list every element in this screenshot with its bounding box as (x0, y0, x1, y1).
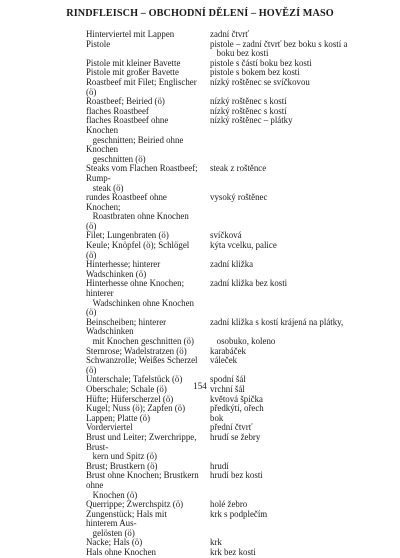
czech-term: spodní šál (210, 374, 246, 385)
table-row (0, 155, 400, 165)
german-term: Zungenstück; Hals mit hinterem Aus- (86, 508, 167, 529)
table-row (0, 59, 400, 69)
page-number: 154 (193, 381, 207, 391)
german-term: geschnitten (ö) (86, 153, 146, 164)
table-row (0, 433, 400, 452)
czech-term: předkýtí, ořech (210, 403, 264, 414)
czech-term: nízký roštěnec – plátky (210, 115, 293, 126)
czech-term: steak z roštěnce (210, 163, 267, 174)
czech-term: nízký roštěnec se svíčkovou (210, 76, 310, 87)
czech-term: bok (210, 412, 224, 423)
czech-term: váleček (210, 355, 238, 366)
table-row (0, 538, 400, 548)
czech-term (210, 212, 380, 231)
czech-term: osobuko, koleno (210, 336, 276, 346)
german-term: flaches Roastbeef ohne Knochen (86, 115, 169, 135)
table-row (0, 491, 400, 501)
czech-term: zadní kližka (210, 259, 254, 270)
german-term: Pistole mit kleiner Bavette (86, 57, 181, 68)
table-row (0, 279, 400, 298)
table-row (0, 318, 400, 337)
czech-term (210, 491, 380, 501)
german-term: Schwanzrolle; Weißes Scherzel (ö) (86, 355, 198, 375)
czech-term: zadní kližka s kostí krájená na plátky, (210, 316, 344, 327)
czech-term: hrudí se žebry (210, 431, 261, 442)
czech-term: nízký roštěnec s kostí (210, 96, 287, 107)
table-row (0, 241, 400, 260)
table-row (0, 136, 400, 155)
german-term: Unterschale; Tafelstück (ö) (86, 374, 183, 385)
czech-term: holé žebro (210, 499, 248, 510)
german-term: Keule; Knöpfel (ö); Schlögel (ö) (86, 240, 190, 260)
german-term: Brust ohne Knochen; Brustkern ohne (86, 470, 199, 490)
czech-term: vrchní šál (210, 383, 245, 394)
table-row (0, 337, 400, 347)
table-row (0, 423, 400, 433)
translation-table (0, 30, 400, 558)
german-term: Hinterviertel mit Lappen (86, 29, 175, 39)
czech-term: karabáček (210, 345, 246, 356)
german-term: Pistole mit großer Bavette (86, 67, 179, 78)
czech-term: svíčková (210, 230, 242, 241)
table-row (0, 231, 400, 241)
table-row (0, 462, 400, 472)
german-term: Knochen (ö) (86, 489, 138, 500)
table-row (0, 347, 400, 357)
czech-term: přední čtvrť (210, 422, 253, 433)
german-term: Wadschinken ohne Knochen (ö) (86, 297, 194, 318)
czech-term: pistole s bokem bez kosti (210, 67, 300, 78)
table-row (0, 299, 400, 318)
german-term: kern und Spitz (ö) (86, 451, 157, 462)
german-term: flaches Roastbeef (86, 105, 149, 116)
czech-term: hrudí (210, 460, 229, 471)
table-row (0, 260, 400, 279)
german-term: rundes Roastbeef ohne Knochen; (86, 192, 167, 212)
page-title: RINDFLEISCH – OBCHODNÍ DĚLENÍ – HOVĚZÍ MASO (66, 8, 334, 19)
german-term: Hinterhesse; hinterer Wadschinken (ö) (86, 259, 161, 279)
czech-term: zadní čtvrť (210, 29, 250, 39)
table-row (0, 193, 400, 212)
german-term: steak (ö) (86, 182, 124, 193)
german-term: Brust; Brustkern (ö) (86, 460, 158, 471)
table-row (0, 107, 400, 117)
german-term: geschnitten; Beiried ohne Knochen (86, 134, 184, 155)
table-row (0, 452, 400, 462)
czech-term: krk bez kosti (210, 547, 256, 558)
german-term: Sternrose; Wadelstratzen (ö) (86, 345, 187, 356)
german-term: Steaks vom Flachen Roastbeef; Rump- (86, 163, 198, 183)
czech-term (210, 529, 380, 539)
german-term: Hals ohne Knochen (86, 547, 156, 558)
czech-term: krk (210, 537, 222, 548)
czech-term: květová špička (210, 393, 263, 404)
german-term: mit Knochen geschnitten (ö) (86, 336, 194, 346)
czech-term: pistole s částí boku bez kosti (210, 57, 312, 68)
czech-term: zadní kližka bez kosti (210, 278, 288, 289)
table-row (0, 548, 400, 558)
german-term: Roastbeef mit Filet; Englischer (ö) (86, 76, 197, 97)
german-term: Roastbeef; Beiried (ö) (86, 96, 165, 107)
german-term: Nacke; Hals (ö) (86, 537, 143, 548)
czech-term: kýta vcelku, palice (210, 240, 277, 251)
czech-term (210, 452, 380, 462)
czech-term: hrudí bez kosti (210, 470, 263, 481)
table-row (0, 97, 400, 107)
czech-term: boku bez kosti (210, 48, 269, 59)
table-row (0, 164, 400, 183)
german-term: Lappen; Platte (ö) (86, 412, 151, 423)
table-row (0, 395, 400, 405)
table-row (0, 184, 400, 194)
table-row (0, 68, 400, 78)
czech-term: krk s podplečím (210, 508, 268, 519)
table-row (0, 78, 400, 97)
czech-term (210, 299, 380, 318)
table-row (0, 500, 400, 510)
german-term: gelösten (ö) (86, 527, 135, 538)
table-row (0, 510, 400, 529)
german-term: Vorderviertel (86, 422, 133, 433)
german-term: Brust und Leiter; Zwerchrippe, Brust- (86, 431, 197, 452)
table-row (0, 471, 400, 490)
table-row (0, 529, 400, 539)
czech-term: vysoký roštěnec (210, 192, 268, 203)
german-term: Filet; Lungenbraten (ö) (86, 230, 169, 241)
german-term: Querrippe; Zwerchspitz (ö) (86, 499, 184, 510)
german-term: Hinterhesse ohne Knochen; hinterer (86, 278, 185, 299)
german-term: Roastbraten ohne Knochen (ö) (86, 211, 189, 231)
table-row (0, 404, 400, 414)
czech-term: nízký roštěnec s kostí (210, 105, 287, 116)
table-row (0, 212, 400, 231)
german-term: Kugel; Nuss (ö); Zapfen (ö) (86, 403, 186, 414)
table-row (0, 116, 400, 135)
german-term: Pistole (86, 38, 111, 49)
german-term: Hüfte; Hüferscherzel (ö) (86, 393, 174, 404)
czech-term: pistole – zadní čtvrť bez boku s kostí a (210, 38, 348, 49)
table-row (0, 49, 400, 59)
table-row (0, 40, 400, 50)
german-term: Beinscheiben; hinterer Wadschinken (86, 316, 167, 337)
table-row (0, 414, 400, 424)
table-row (0, 356, 400, 375)
czech-term (210, 136, 380, 155)
german-term: Oberschale; Schale (ö) (86, 383, 167, 394)
